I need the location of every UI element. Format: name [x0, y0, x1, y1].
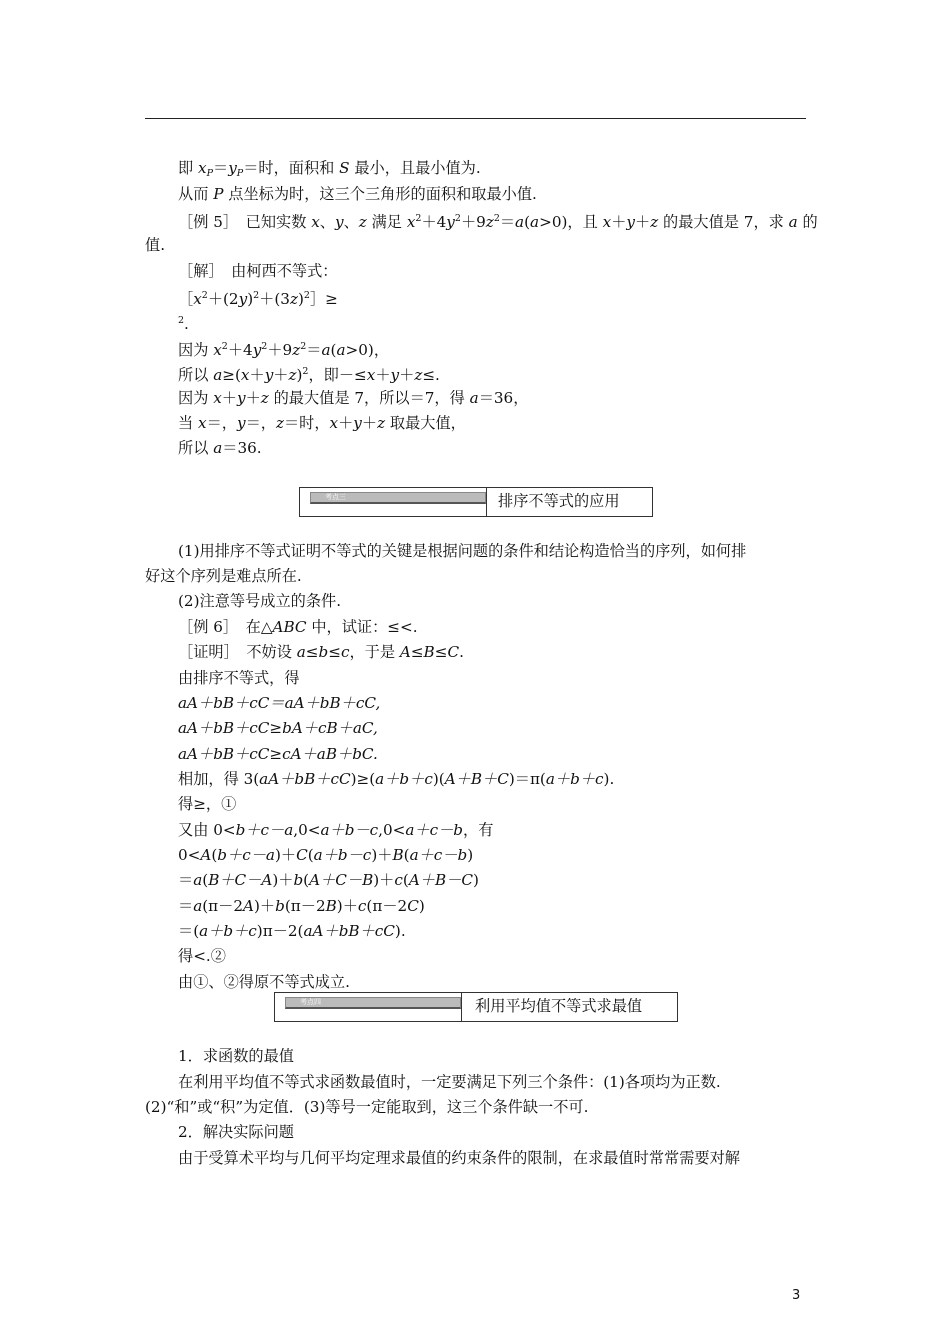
- equation-line: 0<A(b＋c－a)＋C(a＋b－c)＋B(a＋c－b): [178, 846, 474, 864]
- text-line: 所以 a＝36.: [178, 439, 262, 457]
- text-line: 所以 $a\ge(x+y+z)^2$，即－≤x＋y＋z≤.: [178, 366, 440, 384]
- text-line: 得<.②: [178, 947, 226, 965]
- text-line: 由排序不等式，得: [178, 669, 300, 687]
- text-line: $^2$.: [178, 315, 189, 333]
- text-line: 在利用平均值不等式求函数最值时，一定要满足下列三个条件：(1)各项均为正数.: [178, 1073, 721, 1091]
- section-title: 利用平均值不等式求最值: [475, 997, 643, 1015]
- text-line: (2)“和”或“积”为定值．(3)等号一定能取到，这三个条件缺一不可.: [145, 1098, 589, 1116]
- text-line: 因为 $x^2+4y^2+9z^2=a(a>0)$，: [178, 341, 390, 359]
- divider: [486, 488, 487, 516]
- text-line: 值.: [145, 236, 166, 254]
- divider: [461, 993, 462, 1021]
- equation-line: ＝a(π－2A)＋b(π－2B)＋c(π－2C): [178, 897, 425, 915]
- equation-line: aA＋bB＋cC≥cA＋aB＋bC.: [178, 745, 378, 763]
- text-line: (2)注意等号成立的条件.: [178, 592, 342, 610]
- text-line: $[x^2+(2y)^2+(3z)^2]\ge$: [178, 290, 338, 308]
- solution-heading: ［解］ 由柯西不等式：: [178, 262, 338, 280]
- section-title: 排序不等式的应用: [498, 492, 620, 510]
- text-line: 得≥，①: [178, 795, 237, 813]
- text-line: 当 x＝，y＝，z＝时，x＋y＋z 取最大值，: [178, 414, 466, 432]
- section-tag: 考点三: [310, 492, 486, 504]
- text-line: 又由 0<b＋c－a,0<a＋b－c,0<a＋c－b，有: [178, 821, 494, 839]
- text-line: (1)用排序不等式证明不等式的关键是根据问题的条件和结论构造恰当的序列，如何排: [178, 542, 747, 560]
- text-line: 即 $x_P=y_P=$时，面积和 S 最小，且最小值为.: [178, 159, 481, 179]
- subsection-heading: 2．解决实际问题: [178, 1123, 294, 1141]
- equation-line: ＝(a＋b＋c)π－2(aA＋bB＋cC).: [178, 922, 406, 940]
- text-line: 从而 P 点坐标为时，这三个三角形的面积和取最小值.: [178, 185, 537, 203]
- header-rule: [145, 118, 806, 119]
- section-box-topic-3: [299, 487, 653, 517]
- text-line: 因为 x＋y＋z 的最大值是 7，所以＝7，得 a＝36，: [178, 389, 529, 407]
- equation-line: ＝a(B＋C－A)＋b(A＋C－B)＋c(A＋B－C): [178, 871, 479, 889]
- proof-heading: ［证明］ 不妨设 a≤b≤c，于是 A≤B≤C.: [178, 643, 464, 661]
- page-number: 3: [792, 1288, 801, 1303]
- equation-line: aA＋bB＋cC≥bA＋cB＋aC,: [178, 719, 378, 737]
- text-line: 由于受算术平均与几何平均定理求最值的约束条件的限制，在求最值时常常需要对解: [178, 1149, 740, 1167]
- subsection-heading: 1．求函数的最值: [178, 1047, 294, 1065]
- text-line: 好这个序列是难点所在.: [145, 567, 302, 585]
- section-box-topic-4: [274, 992, 678, 1022]
- example-6-heading: ［例 6］ 在△ABC 中，试证：≤<.: [178, 618, 418, 636]
- equation-line: aA＋bB＋cC＝aA＋bB＋cC,: [178, 694, 381, 712]
- text-line: 由①、②得原不等式成立.: [178, 973, 350, 991]
- text-line: 相加，得 3(aA＋bB＋cC)≥(a＋b＋c)(A＋B＋C)＝π(a＋b＋c).: [178, 770, 615, 788]
- example-5-heading: ［例 5］ 已知实数 x、y、z 满足 $x^2+4y^2+9z^2=a(a>0)$，且 x＋y＋z 的最大值是 7，求 a 的: [178, 213, 818, 231]
- section-tag: 考点四: [285, 997, 461, 1009]
